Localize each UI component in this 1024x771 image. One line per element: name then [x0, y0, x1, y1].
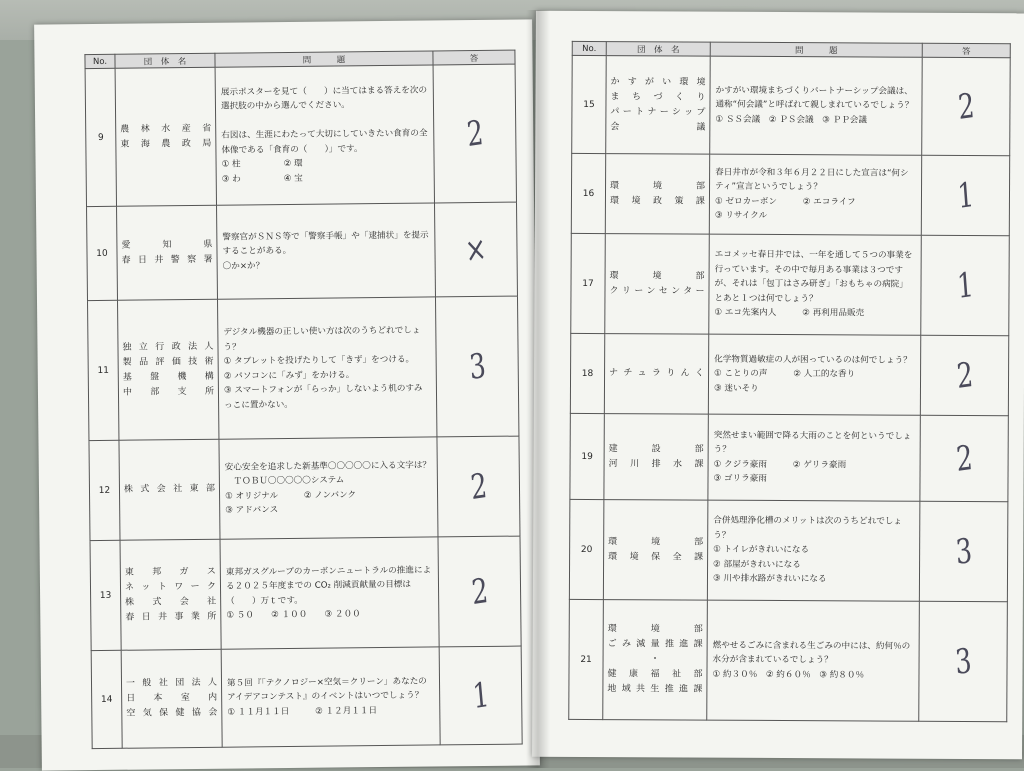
handwritten-answer: 2: [469, 570, 490, 613]
right-quiz-table: [568, 41, 1011, 722]
question-text: 春日井市が令和３年６月２２日にした宣言は“何シティ”宣言というでしょう？ ① ゼロカーボン ② エコライフ ③ リサイクル: [709, 154, 921, 235]
handwritten-answer: 3: [953, 640, 973, 683]
handwritten-answer: 1: [955, 174, 976, 217]
question-text: 燃やせるごみに含まれる生ごみの中には、約何％の水分が含まれているでしょう？ ① 約３０％ ② 約６０％ ③ 約８０％: [707, 600, 920, 721]
org-line: 春日井事業所: [125, 611, 217, 623]
question-text: 化学物質過敏症の人が困っているのは何でしょう？ ① ことりの声 ② 人工的な香り ③ 迷いそり: [708, 334, 920, 415]
organization-name: [605, 234, 710, 335]
question-row: [569, 599, 1008, 721]
book-gutter-shadow: [526, 10, 550, 768]
answer-cell: [920, 335, 1008, 415]
question-row: [91, 646, 522, 748]
left-page: [34, 19, 540, 770]
question-number: 13: [90, 540, 121, 650]
question-number: 15: [572, 55, 607, 153]
handwritten-answer: 3: [467, 345, 488, 388]
org-line: 農 林 水 産 省: [120, 123, 212, 135]
question-text: デジタル機器の正しい使い方は次のうちどれでしょう？ ① タブレットを投げたりして「きず」をつける。 ② パソコンに「みず」をかける。 ③ スマートフォンが「らっか」しないよう机のすみっこに置かない。: [217, 297, 436, 439]
org-line: 環境保全課: [608, 551, 704, 563]
organization-name: [605, 154, 709, 235]
organization-name: [121, 649, 222, 748]
question-row: [87, 202, 518, 300]
org-line: 一般社団法人: [125, 677, 218, 689]
question-number: 17: [571, 233, 606, 333]
question-number: 19: [570, 413, 604, 499]
header-org: 団 体 名: [606, 42, 710, 57]
question-text: 展示ポスターを見て（ ）に当てはまる答えを次の選択肢の中から選んでください。 右図は、生涯にわたって大切にしていきたい食育の全体像である「食育の（ ）」です。 ① 柱 ② 環 ③ わ ④ 宝: [215, 65, 434, 205]
right-page: [532, 11, 1024, 760]
answer-cell: [919, 501, 1008, 601]
organization-name: [119, 439, 220, 540]
org-line: ごみ減量推進課: [607, 639, 703, 650]
organization-name: [117, 205, 218, 300]
org-line: 製品評価技術: [122, 356, 214, 368]
org-line: 会 議: [610, 121, 706, 133]
handwritten-answer: ×: [463, 228, 489, 271]
header-question: 問 題: [710, 42, 922, 57]
org-line: ナチュラりんく: [609, 368, 705, 379]
org-line: かすがい環境: [610, 76, 706, 88]
header-no: No.: [572, 41, 606, 55]
question-number: 16: [571, 153, 605, 233]
organization-name: [117, 299, 218, 440]
handwritten-answer: 2: [956, 85, 976, 128]
question-text: 警察官がＳＮＳ等で「警察手帳」や「逮捕状」を提示することがある。 〇か×か？: [217, 203, 436, 299]
header-answer: 答: [922, 43, 1010, 57]
org-line: 空気保健協会: [126, 707, 218, 719]
header-no: No.: [85, 54, 115, 68]
organization-name: [603, 600, 708, 721]
header-question: 問 題: [215, 51, 433, 67]
handwritten-answer: 3: [954, 530, 974, 573]
question-text: エコメッセ春日井では、一年を通して５つの事業を行っています。その中で毎月ある事業は３つですが、それは「包丁はさみ研ぎ」「おもちゃの病院」とあと１つは何でしょう？ ① エコ先案内人 ② 再利用品販売: [709, 234, 922, 335]
org-line: 健 康 福 祉 部: [607, 669, 703, 680]
question-row: [572, 55, 1011, 155]
org-line: パートナーシップ: [610, 106, 706, 118]
handwritten-answer: 2: [468, 465, 489, 508]
question-row: [571, 233, 1010, 335]
org-line: 河 川 排 水 課: [608, 458, 704, 470]
handwritten-answer: 1: [470, 674, 491, 717]
question-row: [88, 296, 519, 440]
answer-cell: [434, 202, 517, 297]
handwritten-answer: 2: [954, 437, 974, 480]
question-text: かすがい環境まちづくりパートナーシップ会議は、通称“何会議”と呼ばれて親しまれているでしょう？ ① ＳＳ会議 ② ＰＳ会議 ③ ＰＰ会議: [710, 56, 923, 155]
answer-cell: [920, 415, 1008, 501]
answer-cell: [921, 155, 1009, 235]
question-text: 突然せまい範囲で降る大雨のことを何というでしょう？ ① クジラ豪雨 ② ゲリラ豪雨 ③ ゴリラ豪雨: [708, 414, 920, 501]
left-quiz-table: [84, 50, 522, 749]
question-row: [85, 64, 516, 206]
organization-name: [603, 500, 708, 601]
answer-cell: [435, 296, 518, 437]
handwritten-answer: 1: [955, 264, 975, 307]
answer-cell: [921, 235, 1010, 335]
org-line: 株式会社東部: [123, 483, 216, 495]
question-number: 18: [570, 333, 604, 413]
org-line: ネットワーク: [124, 581, 217, 593]
answer-cell: [919, 601, 1008, 721]
organization-name: [120, 539, 221, 650]
question-row: [90, 536, 521, 650]
answer-cell: [439, 646, 522, 745]
org-line: 日 本 室 内: [126, 692, 218, 704]
question-row: [570, 413, 1008, 501]
org-line: 環 境 部: [610, 180, 706, 192]
organization-name: [604, 334, 708, 415]
question-row: [570, 333, 1008, 415]
header-answer: 答: [433, 50, 515, 65]
question-number: 12: [89, 440, 120, 540]
question-number: 20: [569, 499, 604, 599]
org-line: 建 設 部: [608, 443, 704, 455]
question-text: 安心安全を追求した新基準〇〇〇〇〇に入る文字は？ ＴＯＢＵ〇〇〇〇〇システム ① オリジナル ② ノンバンク ③ アドバンス: [219, 437, 438, 539]
org-line: クリーンセンター: [609, 285, 705, 297]
org-line: 独立行政法人: [122, 341, 214, 353]
question-row: [569, 499, 1008, 601]
organization-name: [606, 56, 711, 155]
organization-name: [115, 67, 216, 206]
org-line: 愛 知 県: [121, 239, 213, 251]
org-line: 株 式 会 社: [125, 596, 217, 608]
question-number: 14: [91, 650, 122, 748]
org-line: 環 境 部: [607, 624, 703, 635]
org-line: ・: [650, 654, 660, 665]
question-number: 10: [87, 206, 118, 300]
org-line: 春日井警察署: [121, 254, 213, 266]
question-number: 9: [85, 68, 116, 206]
question-row: [571, 153, 1009, 235]
answer-cell: [438, 536, 521, 647]
question-text: 合併処理浄化槽のメリットは次のうちどれでしょう？ ① トイレがきれいになる ② 部屋がきれいになる ③ 川や排水路がきれいになる: [707, 500, 920, 601]
handwritten-answer: 2: [955, 354, 975, 397]
org-line: まちづくり: [610, 91, 706, 103]
answer-cell: [922, 57, 1011, 155]
answer-cell: [433, 64, 516, 203]
question-number: 21: [569, 599, 604, 719]
org-line: 東 邦 ガ ス: [124, 566, 216, 578]
question-row: [89, 436, 520, 540]
header-org: 団 体 名: [115, 53, 215, 68]
org-line: 環 境 部: [608, 536, 704, 548]
org-line: 中 部 支 所: [122, 386, 215, 398]
question-text: 第５回『「テクノロジー×空気＝クリーン」あなたのアイデアコンテスト』のイベントはいつでしょう？ ① １１月１１日 ② １２月１１日: [221, 647, 440, 747]
question-text: 東邦ガスグループのカーボンニュートラルの推進による２０２５年度までの CO₂ 削減貢献量の目標は（ ）万ｔです。 ① ５０ ② １００ ③ ２００: [220, 537, 439, 649]
org-line: 環境政策課: [609, 195, 705, 207]
question-number: 11: [88, 300, 119, 440]
org-line: 地域共生推進課: [607, 684, 703, 695]
answer-cell: [437, 436, 520, 537]
org-line: 東 海 農 政 局: [120, 138, 212, 150]
org-line: 基 盤 機 構: [122, 371, 214, 383]
org-line: 環 境 部: [609, 270, 705, 282]
handwritten-answer: 2: [464, 112, 485, 155]
organization-name: [604, 414, 708, 501]
